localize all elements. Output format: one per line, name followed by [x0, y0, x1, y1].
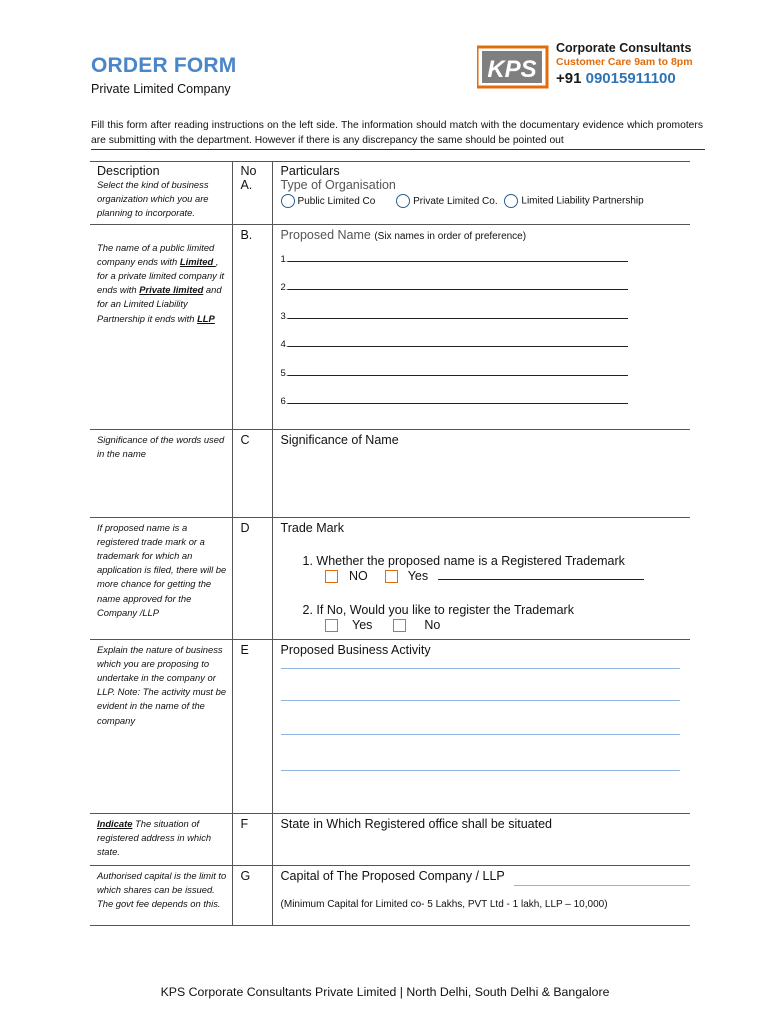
brand-name: Corporate Consultants: [556, 41, 692, 55]
q1-no-label: NO: [349, 568, 368, 583]
row-f: [90, 813, 690, 865]
option-public-limited: Public Limited Co: [297, 195, 376, 207]
row-c: [90, 429, 690, 517]
q1-yes-label: Yes: [407, 568, 429, 583]
kps-logo: [477, 45, 549, 89]
q2-no-label: No: [424, 617, 441, 632]
logo-mark-text: KPS: [487, 56, 537, 83]
row-d-heading: Trade Mark: [280, 520, 344, 535]
row-g-no: G: [233, 865, 272, 925]
row-d: [90, 517, 690, 639]
row-e-heading: Proposed Business Activity: [280, 642, 431, 657]
row-c-heading[interactable]: Significance of Name: [272, 429, 690, 517]
phone-prefix: +91: [556, 70, 582, 87]
checkbox-q1-no[interactable]: [325, 570, 338, 583]
name-line-3[interactable]: 3.: [281, 311, 690, 340]
page-title: ORDER FORM: [91, 54, 237, 77]
row-b-no: B.: [233, 224, 272, 429]
row-a-heading: Type of Organisation: [280, 178, 396, 192]
row-g-heading: Capital of The Proposed Company / LLP: [280, 868, 505, 883]
option-llp: Limited Liability Partnership: [521, 195, 644, 207]
radio-llp[interactable]: [504, 194, 518, 208]
row-f-no: F: [233, 813, 272, 865]
row-e-description: Explain the nature of business which you are proposing to undertake in the company or LLP. Note: The activity must be evident in the name of the company: [97, 643, 227, 726]
activity-line-3[interactable]: [281, 734, 680, 735]
row-a: [90, 178, 690, 224]
q1-yes-line[interactable]: [438, 579, 644, 580]
row-c-no: C: [233, 429, 272, 517]
row-d-description: If proposed name is a registered trade mark or a trademark for which an application is filed, there will be more chance for getting the name approved for the Company /LLP: [97, 521, 227, 618]
name-line-1[interactable]: 1.: [281, 254, 690, 283]
checkbox-q2-yes[interactable]: [325, 619, 338, 632]
name-line-4[interactable]: 4.: [281, 339, 690, 368]
checkbox-q1-yes[interactable]: [385, 570, 398, 583]
row-b-description: The name of a public limited company ends with Limited , for a private limited company it ends with Private limited and for an Limited Liability Partnership it ends with LLP: [97, 241, 225, 324]
row-a-description: Select the kind of business organization which you are planning to incorporate.: [97, 179, 209, 219]
row-c-description: Significance of the words used in the name: [97, 433, 225, 459]
name-line-5[interactable]: 5.: [281, 368, 690, 397]
row-f-description: Indicate The situation of registered address in which state.: [97, 817, 212, 857]
row-g: [90, 865, 690, 925]
activity-line-2[interactable]: [281, 700, 680, 701]
row-b-note: (Six names in order of preference): [374, 230, 527, 242]
row-g-note: (Minimum Capital for Limited co- 5 Lakhs, PVT Ltd - 1 lakh, LLP – 10,000): [280, 898, 608, 910]
intro-text: Fill this form after reading instructions on the left side. The information should match with the documentary evidence which promoters are submitting with the department. However if there is any discrepancy the same should be pointed out: [91, 120, 703, 146]
page-subtitle: Private Limited Company: [91, 82, 231, 96]
row-b: [90, 224, 690, 429]
row-g-description: Authorised capital is the limit to which shares can be issued. The govt fee depends on this.: [97, 869, 227, 909]
header-description: Description: [90, 162, 233, 179]
page-footer: KPS Corporate Consultants Private Limited | North Delhi, South Delhi & Bangalore: [160, 985, 610, 999]
name-line-2[interactable]: 2.: [281, 282, 690, 311]
row-e-no: E: [233, 639, 272, 813]
radio-public-limited[interactable]: [281, 194, 295, 208]
option-private-limited: Private Limited Co.: [413, 195, 498, 207]
capital-line[interactable]: [514, 885, 690, 886]
row-a-no: A.: [233, 178, 272, 224]
name-line-6[interactable]: 6.: [281, 396, 690, 425]
row-b-heading: Proposed Name: [280, 227, 371, 242]
row-d-no: D: [233, 517, 272, 639]
trademark-q1: 1. Whether the proposed name is a Registered Trademark: [302, 553, 625, 568]
header-particulars: Particulars: [272, 162, 690, 179]
radio-private-limited[interactable]: [396, 194, 410, 208]
row-f-heading[interactable]: State in Which Registered office shall be situated: [272, 813, 690, 865]
care-hours: Customer Care 9am to 8pm: [556, 56, 693, 68]
table-header-row: [90, 162, 690, 179]
checkbox-q2-no[interactable]: [393, 619, 406, 632]
trademark-q2: 2. If No, Would you like to register the Trademark: [302, 602, 574, 617]
activity-line-1[interactable]: [281, 668, 680, 669]
q2-yes-label: Yes: [352, 617, 373, 632]
order-form-table: [90, 161, 690, 926]
header-no: No: [233, 162, 272, 179]
row-e: [90, 639, 690, 813]
divider: [91, 149, 705, 150]
activity-line-4[interactable]: [281, 770, 680, 771]
phone: [556, 70, 676, 87]
phone-number: 09015911100: [585, 70, 676, 87]
